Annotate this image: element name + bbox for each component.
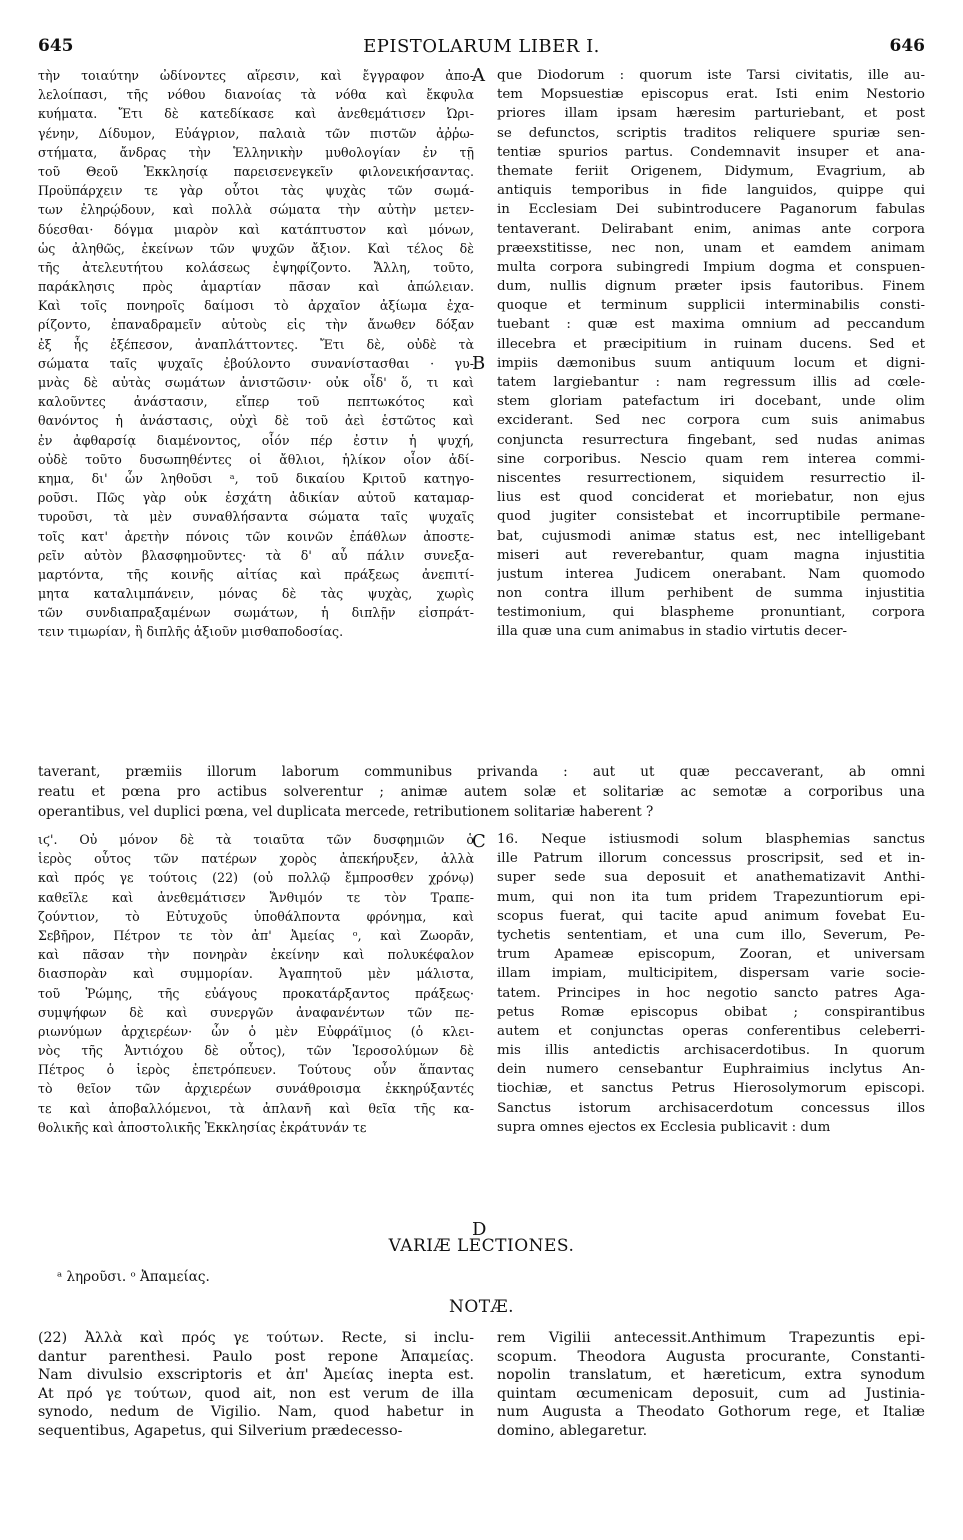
greek-text-line: τυροῦσι, τὰ μὲν συναθλήσαντα σώματα ταῖς ψυχαῖς [38, 509, 474, 525]
greek-text-line: καλοῦντες ἀνάστασιν, εἴπερ τοῦ πεπτωκότος καὶ [38, 394, 474, 410]
full-width-latin [38, 762, 925, 822]
latin-text-line: tuebant : quæ est maxima omnium ad peccandum [497, 317, 925, 333]
greek-text-line: ζούντιον, τὸ Εὐτυχοῦς ὑποθάλποντα φρόνημα, καὶ [38, 908, 474, 924]
latin-text-line: Sanctus istorum archisacerdotum concessus illos [497, 1100, 925, 1116]
greek-text-line: διασπορὰν καὶ συμμορίαν. Ἀγαπητοῦ μὲν μάλιστα, [38, 966, 474, 982]
note-line: synodo, nedum de Vigilio. Nam, quod habetur in [38, 1404, 474, 1421]
greek-text-line: καὶ πᾶσαν τὴν πονηρὰν ἐκείνην καὶ πολυκέφαλον [38, 947, 474, 963]
latin-text-line: scopus fuerat, qui tacite apud animum fovebat Eu- [497, 908, 925, 924]
greek-text-line: θολικῆς καὶ ἀποστολικῆς Ἐκκλησίας ἐκράτυνάν τε [38, 1119, 367, 1135]
margin-marker-b: B [472, 353, 486, 374]
greek-text-line: ιϛ'. Οὐ μόνον δὲ τὰ τοιαῦτα τῶν δυσφημιῶν ὁ [38, 832, 474, 847]
latin-text-line: reatu et pœna pro actibus solverentur ; animæ autem solæ et solitariæ ac semotæ a corporibus una [38, 784, 925, 800]
greek-text-line: ὡς ἀληθῶς, ἐκείνων τῶν ψυχῶν ἄξιον. Καὶ τέλος δὲ [38, 240, 474, 256]
latin-column-2 [497, 830, 925, 1137]
greek-text-line: Καὶ τοῖς πονηροῖς δαίμοσι τὸ ἀρχαῖον ἀξίωμα ἐχα- [38, 298, 474, 314]
notes-right-column [497, 1329, 925, 1441]
greek-text-line: δύεσθαι· δόγμα μιαρὸν καὶ κατάπτυστον καὶ μόνων, [38, 221, 474, 237]
latin-text-line: supra omnes ejectos ex Ecclesia publicavit : dum [497, 1119, 831, 1135]
latin-text-line: tatem largiebantur : nam regressum illis ad cœle- [497, 375, 925, 390]
greek-text-line: τῶν συνδιαπραξαμένων σωμάτων, ἡ διπλῇν εἰσπράτ- [38, 605, 474, 621]
greek-text-line: τε καὶ ἀποβαλλόμενοι, τὰ ἀπλανῆ καὶ θεῖα τῆς κα- [38, 1100, 474, 1116]
latin-text-line: illa quæ una cum animabus in stadio virtutis decer- [497, 624, 848, 640]
greek-text-line: λελοίπασι, τῆς νόθου διανοίας τὰ νόθα καὶ ἔκφυλα [38, 87, 474, 103]
latin-text-line: justum interea Judicem onerabant. Nam quomodo [497, 566, 925, 582]
variant-readings: ᵃ ληροῦσι. ᵒ Ἀπαμείας. [57, 1269, 210, 1285]
latin-text-line: non contra illum perhibent de summa injustitia [497, 586, 925, 602]
greek-text-line: Σεβῆρον, Πέτρον τε τὸν ἀπ' Ἀμείας ᵒ, καὶ Ζωορᾶν, [38, 927, 474, 943]
latin-text-line: quod jugiter consistebat et incorruptibile permane- [497, 509, 925, 525]
note-line: sequentibus, Agapetus, qui Silverium prædecesso- [38, 1422, 403, 1439]
greek-text-line: ριωνύμων ἀρχιερέων· ὧν ὁ μὲν Εὐφράϊμιος (ὁ κλει- [38, 1023, 474, 1039]
latin-text-line: super sede sua deposuit et anathematizavit Anthi- [497, 870, 925, 886]
greek-text-line: Πέτρος ὁ ἱερὸς ἐπετρόπευεν. Τούτους οὖν ἅπαντας [38, 1062, 474, 1078]
greek-text-line: ἱερὸς οὗτος τῶν πατέρων χορὸς ἀπεκήρυξεν, ἀλλὰ [38, 851, 474, 867]
running-header [38, 36, 925, 58]
margin-marker-a: A [472, 65, 485, 86]
latin-text-line: antiquis temporibus in fide languidos, quippe qui [497, 183, 925, 199]
variae-lectiones-heading: VARIÆ LECTIONES. [388, 1236, 575, 1256]
greek-text-line: των ἐληρῴδουν, καὶ πολλὰ σώματα τὴν αὐτὴν μετεν- [38, 202, 474, 218]
latin-text-line: in Ecclesiam Dei subintroducere Paganorum fabulas [497, 202, 925, 218]
page-number-left: 645 [38, 36, 74, 56]
greek-text-line: στήματα, ἄνδρας τὴν Ἑλληνικὴν μυθολογίαν ἐν τῇ [38, 144, 474, 160]
latin-text-line: trum Apameæ episcopum, Zooran, et universam [497, 947, 925, 963]
latin-text-line: que Diodorum : quorum iste Tarsi civitatis, ille au- [497, 68, 925, 83]
note-line: domino, ablegaretur. [497, 1422, 648, 1439]
greek-text-line: μνὰς δὲ αὐτὰς σωμάτων ἀνιστῶσιν· οὐκ οἶδ' ὅ, τι καὶ [38, 375, 474, 390]
notae-heading: NOTÆ. [448, 1297, 515, 1317]
greek-text-line: ρίζοντο, ἐπαναδραμεῖν αὐτοὺς εἰς τὴν ἄνωθεν δόξαν [38, 317, 474, 333]
latin-text-line: ille Patrum illorum concessus proscripsit, sed et in- [497, 851, 925, 867]
latin-text-line: operantibus, vel duplici pœna, vel duplicata mercede, retributionem solitariæ haberent ? [38, 804, 654, 820]
latin-text-line: quoque et terminum supplicii interminabilis consti- [497, 298, 925, 314]
greek-text-line: κυήματα. Ἔτι δὲ κατεδίκασε καὶ ἀνεθεμάτισεν Ὠρι- [38, 106, 474, 122]
latin-text-line: illecebra et præcipitium in ruinam ducens. Sed et [497, 336, 925, 352]
latin-text-line: dum, nullis dignum præter ipsis fautoribus. Finem [497, 279, 925, 295]
note-line: quintam œcumenicam deposuit, cum ad Justinia- [497, 1385, 925, 1402]
latin-text-line: se defunctos, scriptis traditos reliquere spuriæ sen- [497, 125, 925, 141]
latin-text-line: sine corporibus. Nescio quam rem interea commi- [497, 451, 925, 467]
latin-text-line: 16. Neque istiusmodi solum blasphemias sanctus [497, 832, 925, 847]
latin-text-line: impiis dæmonibus suum antiquum locum et digni- [497, 355, 925, 371]
greek-text-line: νὸς τῆς Ἀντιόχου δὲ οὗτος), τῶν Ἱεροσολύμων δὲ [38, 1043, 474, 1059]
latin-text-line: priores illam ipsam hæresim parturiebant, et post [497, 106, 925, 122]
note-line: num Augusta a Theodato Gothorum rege, et Italiæ [497, 1404, 925, 1421]
running-title: EPISTOLARUM LIBER I. [363, 36, 600, 57]
latin-text-line: tentiæ spurios partus. Condemnavit insuper et ana- [497, 144, 925, 160]
latin-text-line: tatem. Principes in hoc negotio sancto patres Aga- [497, 985, 925, 1001]
margin-marker-c: C [472, 831, 486, 852]
greek-text-line: ρεῖν αὐτὸν βλασφημοῦντες· τὰ δ' αὖ πάλιν συνεξα- [38, 547, 474, 563]
greek-text-line: παράκλησις πρὸς ἁμαρτίαν πᾶσαν καὶ ἀπώλειαν. [38, 279, 474, 295]
latin-text-line: conjuncta resurrectura fingebant, sed nudas animas [497, 432, 925, 448]
latin-text-line: bat, cujusmodi animæ status est, nec intelligebant [497, 528, 925, 544]
latin-text-line: mis illis antedictis archisacerdotibus. In quorum [497, 1043, 925, 1059]
greek-text-line: σώματα ταῖς ψυχαῖς ἐβούλοντο συνανίστασθαι · γυ- [38, 355, 474, 371]
latin-text-line: tiochiæ, et sanctus Petrus Hierosolymorum episcopi. [497, 1081, 925, 1097]
latin-text-line: multa corpora subingredi Impium dogma et conspuen- [497, 259, 925, 275]
latin-text-line: illam impiam, multicipitem, dispersam varie socie- [497, 966, 925, 982]
latin-text-line: exciderant. Sed nec corpora cum suis animabus [497, 413, 925, 429]
greek-text-line: καὶ πρός γε τούτοις (22) (οὐ πολλῷ ἔμπροσθεν χρόνῳ) [38, 870, 474, 886]
latin-text-line: autem et conjunctas operas conferentibus celeberri- [497, 1023, 925, 1039]
greek-text-line: τειν τιμωρίαν, ἢ διπλῆς ἀξιοῦν μισθαποδοσίας. [38, 624, 344, 640]
latin-column-1 [497, 66, 925, 642]
greek-text-line: ἐν ἀφθαρσίᾳ διαμένοντος, οἷόν πέρ ἐστιν ἡ ψυχή, [38, 432, 474, 448]
greek-column-1 [38, 66, 474, 642]
note-line: nopolin translatum, et hæreticum, extra synodum [497, 1367, 925, 1384]
greek-text-line: Προϋπάρχειν τε γὰρ οὗτοι τὰς ψυχὰς τῶν σωμά- [38, 183, 474, 199]
note-line: dantur parenthesi. Paulo post repone Ἀπαμείας. [38, 1348, 474, 1365]
latin-text-line: themate feriit Origenem, Didymum, Evagrium, ab [497, 163, 925, 179]
greek-text-line: καθεῖλε καὶ ἀνεθεμάτισεν Ἄνθιμόν τε τὸν Τραπε- [38, 889, 474, 905]
greek-text-line: τοῦ Ῥώμης, τῆς εὐάγους προκατάρξαντος πράξεως· [38, 985, 474, 1001]
latin-text-line: taverant, præmiis illorum laborum communibus privanda : aut ut quæ peccaverant, ab omni [38, 764, 925, 780]
latin-text-line: tentaverant. Delirabant enim, animas ante corpora [497, 221, 925, 237]
greek-text-line: γένην, Δίδυμον, Εὐάγριον, παλαιὰ τῶν πιστῶν ἀῤῥω- [38, 125, 474, 141]
margin-marker-d: D [472, 1219, 487, 1240]
greek-text-line: ροῦσι. Πῶς γὰρ οὐκ ἐσχάτη ἀδικίαν αὐτοῦ καταμαρ- [38, 490, 474, 506]
greek-text-line: συμψήφων δὲ καὶ συνεργῶν ἀναφανέντων τῶν πε- [38, 1004, 474, 1020]
latin-text-line: niscentes resurrectionem, siquidem resurrectio il- [497, 470, 925, 486]
latin-text-line: mum, qui non ita tum pridem Trapezuntiorum epi- [497, 889, 925, 905]
greek-text-line: θανόντος ἡ ἀνάστασις, οὐχὶ δὲ τοῦ ἀεὶ ἑστῶτος καὶ [38, 413, 474, 429]
latin-text-line: præexstitisse, nec non, unam et eamdem animam [497, 240, 925, 256]
latin-text-line: tem Mopsuestiæ episcopus erat. Isti enim Nestorio [497, 87, 925, 103]
latin-text-line: testimonium, qui blaspheme pronuntiant, corpora [497, 605, 925, 621]
latin-text-line: tychetis sententiam, et una cum illo, Severum, Pe- [497, 927, 925, 943]
latin-text-line: lius est quod conciderat et moriebatur, non ejus [497, 490, 925, 506]
latin-text-line: miseri aut reverebantur, quam magna injustitia [497, 547, 925, 563]
note-line: rem Vigilii antecessit.Anthimum Trapezuntis epi- [497, 1330, 925, 1346]
greek-text-line: τοῦ Θεοῦ Ἐκκλησίᾳ παρεισενεγκεῖν φιλονεικήσαντας. [38, 163, 474, 179]
greek-text-line: οὐδὲ τοῦτο δυσωπηθέντες οἱ ἄθλιοι, ἡλίκον οἷον ἀδί- [38, 451, 474, 467]
greek-text-line: τὸ θεῖον τῶν ἀρχιερέων συνάθροισμα ἐκκηρύξαντές [38, 1081, 474, 1097]
latin-text-line: petus Romæ episcopus obibat ; conspirantibus [497, 1004, 925, 1020]
note-line: Nam divulsio exscriptoris et ἀπ' Ἀμείας inepta est. [38, 1367, 474, 1384]
latin-text-line: stem gloriam patefactum iri docebant, unde olim [497, 394, 925, 410]
greek-text-line: κημα, δι' ὧν ληθοῦσι ᵃ, τοῦ δικαίου Κριτοῦ κατηγο- [38, 470, 474, 486]
greek-text-line: τοῖς κατ' ἀρετὴν πόνοις τῶν κοινῶν ἐπάθλων ἀποστε- [38, 528, 474, 544]
greek-text-line: μητα καταλιμπάνειν, μόνας δὲ τὰς ψυχὰς, χωρὶς [38, 586, 474, 602]
greek-text-line: τὴν τοιαύτην ὠδίνοντες αἵρεσιν, καὶ ἔγγραφον ἀπο- [38, 68, 474, 83]
note-line: (22) Ἀλλὰ καὶ πρός γε τούτων. Recte, si inclu- [38, 1330, 474, 1346]
greek-column-2 [38, 830, 474, 1137]
greek-text-line: τῆς ἀτελευτήτου κολάσεως ἐψηφίζοντο. Ἄλλη, τοῦτο, [38, 259, 474, 275]
page-number-right: 646 [889, 36, 925, 56]
notes-left-column [38, 1329, 474, 1441]
note-line: At πρό γε τούτων, quod ait, non est verum de illa [38, 1385, 474, 1402]
latin-text-line: dein numero censebantur Euphraimius inclytus An- [497, 1062, 925, 1078]
note-line: scopum. Theodora Augusta procurante, Constanti- [497, 1348, 925, 1365]
greek-text-line: ἐξ ἧς ἐξέπεσον, ἀναπλάττοντες. Ἔτι δὲ, οὐδὲ τὰ [38, 336, 474, 352]
greek-text-line: μαρτόντα, τῆς κοινῆς αἰτίας καὶ πράξεως ἀνεπιτί- [38, 566, 474, 582]
